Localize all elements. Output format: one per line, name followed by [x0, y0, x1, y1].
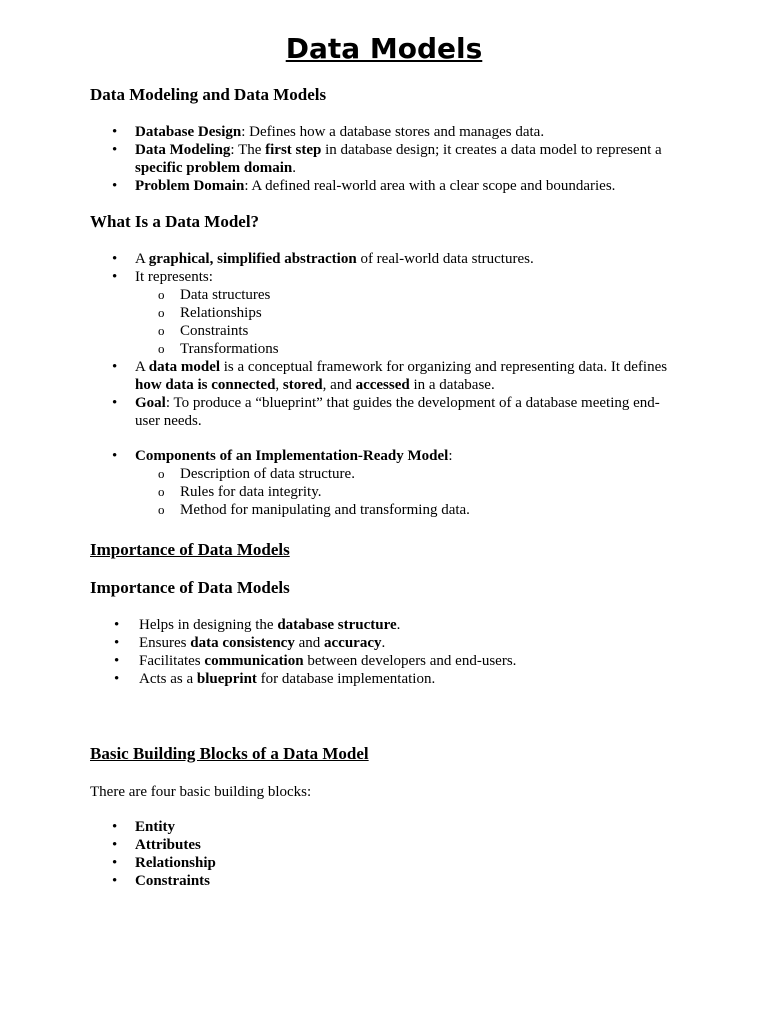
- data-modeling-list: [0, 123, 768, 195]
- emphasis: accuracy: [324, 635, 382, 651]
- bullet-icon: •: [112, 395, 118, 411]
- bullet-icon: •: [114, 635, 120, 651]
- sub-bullet-icon: o: [158, 502, 165, 517]
- bullet-icon: •: [112, 855, 118, 871]
- item-text: : To produce a “blueprint” that guides the development of a database meeting end-user needs.: [135, 395, 660, 429]
- section-heading-importance: Importance of Data Models: [90, 578, 290, 597]
- building-blocks-list: [0, 818, 768, 890]
- bullet-icon: •: [112, 448, 118, 464]
- sub-list-item: [135, 340, 678, 358]
- bullet-icon: •: [112, 837, 118, 853]
- building-block-name: Relationship: [135, 855, 216, 871]
- bullet-icon: •: [112, 251, 118, 267]
- sub-item-text: Method for manipulating and transforming data.: [180, 502, 470, 518]
- emphasis: database structure: [277, 617, 397, 633]
- term: Data Modeling: [135, 142, 231, 158]
- sub-list-item: [135, 304, 678, 322]
- list-spacer: [0, 430, 768, 447]
- section-heading-importance-underlined: Importance of Data Models: [90, 540, 290, 559]
- item-text: is a conceptual framework for organizing and representing data. It defines: [220, 359, 668, 375]
- item-text: .: [292, 160, 296, 176]
- building-block-name: Entity: [135, 819, 176, 835]
- list-item: [0, 652, 768, 670]
- sub-bullet-icon: o: [158, 305, 165, 320]
- emphasis: first step: [265, 142, 322, 158]
- list-item: [0, 358, 768, 394]
- list-item: [0, 836, 768, 854]
- bullet-icon: •: [112, 819, 118, 835]
- bullet-icon: •: [114, 671, 120, 687]
- section-heading-data-modeling: Data Modeling and Data Models: [90, 85, 327, 104]
- list-item: [0, 250, 768, 268]
- sub-item-text: Relationships: [180, 305, 262, 321]
- building-block-name: Constraints: [135, 873, 211, 889]
- item-text: .: [396, 617, 401, 633]
- term: Problem Domain: [135, 178, 245, 194]
- item-text: Ensures: [139, 635, 191, 651]
- building-block-name: Attributes: [135, 837, 201, 853]
- item-text: A: [135, 359, 149, 375]
- sub-list-item: [135, 465, 678, 483]
- sub-bullet-icon: o: [158, 484, 165, 499]
- item-text: .: [381, 635, 386, 651]
- term: Database Design: [135, 124, 242, 140]
- list-item: [0, 634, 768, 652]
- list-item: [0, 447, 768, 519]
- item-text: of real-world data structures.: [356, 251, 534, 267]
- item-text: for database implementation.: [256, 671, 436, 687]
- item-text: : The: [230, 142, 266, 158]
- emphasis: specific problem domain: [135, 160, 293, 176]
- list-item: [0, 177, 768, 195]
- item-text: in database design; it creates a data model to represent a: [321, 142, 662, 158]
- sub-item-text: Data structures: [180, 287, 271, 303]
- item-text: and: [294, 635, 325, 651]
- emphasis: how data is connected: [135, 377, 276, 393]
- sub-bullet-icon: o: [158, 341, 165, 356]
- importance-list: [0, 616, 768, 688]
- sub-bullet-icon: o: [158, 323, 165, 338]
- sub-bullet-icon: o: [158, 287, 165, 302]
- sub-item-text: Rules for data integrity.: [180, 484, 322, 500]
- sub-item-text: Description of data structure.: [180, 466, 355, 482]
- sub-item-text: Transformations: [180, 341, 279, 357]
- sub-list-item: [135, 501, 678, 519]
- bullet-icon: •: [112, 142, 118, 158]
- list-item: [0, 872, 768, 890]
- item-text: Acts as a: [139, 671, 197, 687]
- list-item: [0, 818, 768, 836]
- sub-list-item: [135, 483, 678, 501]
- sub-list-item: [135, 322, 678, 340]
- bullet-icon: •: [112, 873, 118, 889]
- emphasis: graphical, simplified abstraction: [148, 251, 357, 267]
- bullet-icon: •: [112, 178, 118, 194]
- bullet-icon: •: [114, 617, 120, 633]
- emphasis: accessed: [355, 377, 410, 393]
- bullet-icon: •: [112, 359, 118, 375]
- emphasis: data consistency: [190, 635, 295, 651]
- emphasis: stored: [282, 377, 323, 393]
- sub-bullet-icon: o: [158, 466, 165, 481]
- list-item: [0, 123, 768, 141]
- item-text: Facilitates: [139, 653, 205, 669]
- sub-item-text: Constraints: [180, 323, 249, 339]
- list-item: [0, 141, 768, 177]
- term: Goal: [135, 395, 166, 411]
- sub-list-item: [135, 286, 678, 304]
- item-text: Helps in designing the: [139, 617, 278, 633]
- list-item: [0, 394, 768, 430]
- section-heading-building-blocks: Basic Building Blocks of a Data Model: [90, 744, 369, 763]
- list-item: [0, 616, 768, 634]
- bullet-icon: •: [114, 653, 120, 669]
- what-is-data-model-list: [0, 250, 768, 519]
- emphasis: communication: [204, 653, 304, 669]
- item-text: :: [448, 448, 453, 464]
- item-text: ,: [275, 377, 283, 393]
- list-item: [0, 670, 768, 688]
- item-text: It represents:: [135, 269, 213, 285]
- item-text: : A defined real-world area with a clear scope and boundaries.: [244, 178, 616, 194]
- item-text: A: [135, 251, 149, 267]
- sub-list: [135, 286, 678, 358]
- emphasis: blueprint: [196, 671, 257, 687]
- page-title: Data Models: [285, 32, 483, 65]
- emphasis: data model: [148, 359, 221, 375]
- list-item: [0, 854, 768, 872]
- term: Components of an Implementation-Ready Model: [135, 448, 449, 464]
- item-text: : Defines how a database stores and manages data.: [241, 124, 545, 140]
- building-blocks-intro: There are four basic building blocks:: [90, 784, 312, 800]
- list-item: [0, 268, 768, 358]
- bullet-icon: •: [112, 269, 118, 285]
- item-text: between developers and end-users.: [303, 653, 517, 669]
- bullet-icon: •: [112, 124, 118, 140]
- item-text: , and: [322, 377, 356, 393]
- item-text: in a database.: [409, 377, 495, 393]
- sub-list: [135, 465, 678, 519]
- section-heading-what-is-data-model: What Is a Data Model?: [90, 212, 260, 231]
